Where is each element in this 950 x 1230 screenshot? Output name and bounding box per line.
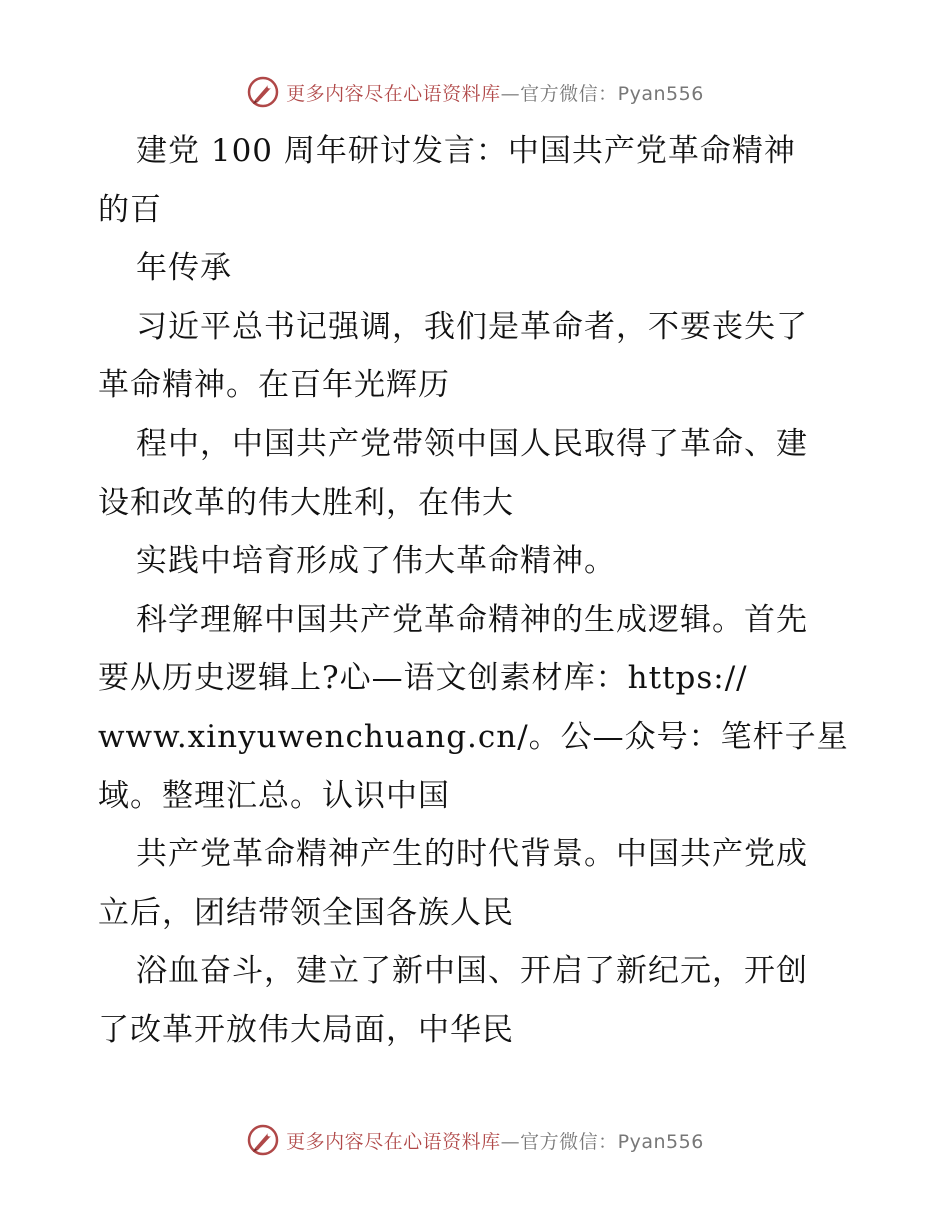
text-line: 建党 100 周年研讨发言：中国共产党革命精神 xyxy=(136,133,796,169)
text-line: 科学理解中国共产党革命精神的生成逻辑。首先 xyxy=(136,601,808,638)
footer-watermark xyxy=(0,1120,950,1160)
text-line: 实践中培育形成了伟大革命精神。 xyxy=(136,543,616,580)
watermark-brand: 更多内容尽在心语资料库 xyxy=(286,82,501,105)
text-line: 习近平总书记强调，我们是革命者，不要丧失了 xyxy=(136,308,808,345)
watermark-contact: 官方微信：Pyan556 xyxy=(520,82,704,105)
document-body xyxy=(98,122,858,1060)
watermark-contact: 官方微信：Pyan556 xyxy=(520,1130,704,1153)
text-line: 程中，中国共产党带领中国人民取得了革命、建 xyxy=(136,425,808,462)
text-line: 要从历史逻辑上?心—语文创素材库：https:// xyxy=(98,660,748,697)
watermark-separator: — xyxy=(500,82,521,105)
text-line: 立后，团结带领全国各族人民 xyxy=(98,894,514,931)
watermark-text xyxy=(286,1127,704,1154)
watermark-brand: 更多内容尽在心语资料库 xyxy=(286,1130,501,1153)
pen-logo-icon xyxy=(246,1123,280,1157)
text-line: 年传承 xyxy=(136,250,232,287)
text-line: 设和改革的伟大胜利，在伟大 xyxy=(98,484,514,521)
pen-logo-icon xyxy=(246,75,280,109)
watermark-separator: — xyxy=(500,1130,521,1153)
header-watermark xyxy=(0,72,950,112)
text-line: 革命精神。在百年光辉历 xyxy=(98,367,450,404)
watermark-text xyxy=(286,79,704,106)
text-line: 浴血奋斗，建立了新中国、开启了新纪元，开创 xyxy=(136,953,808,990)
text-line: 共产党革命精神产生的时代背景。中国共产党成 xyxy=(136,836,808,873)
text-line: 的百 xyxy=(98,191,162,228)
text-line: 域。整理汇总。认识中国 xyxy=(98,777,450,814)
text-line: 了改革开放伟大局面，中华民 xyxy=(98,1011,514,1048)
text-line: www.xinyuwenchuang.cn/。公—众号：笔杆子星 xyxy=(98,718,849,755)
